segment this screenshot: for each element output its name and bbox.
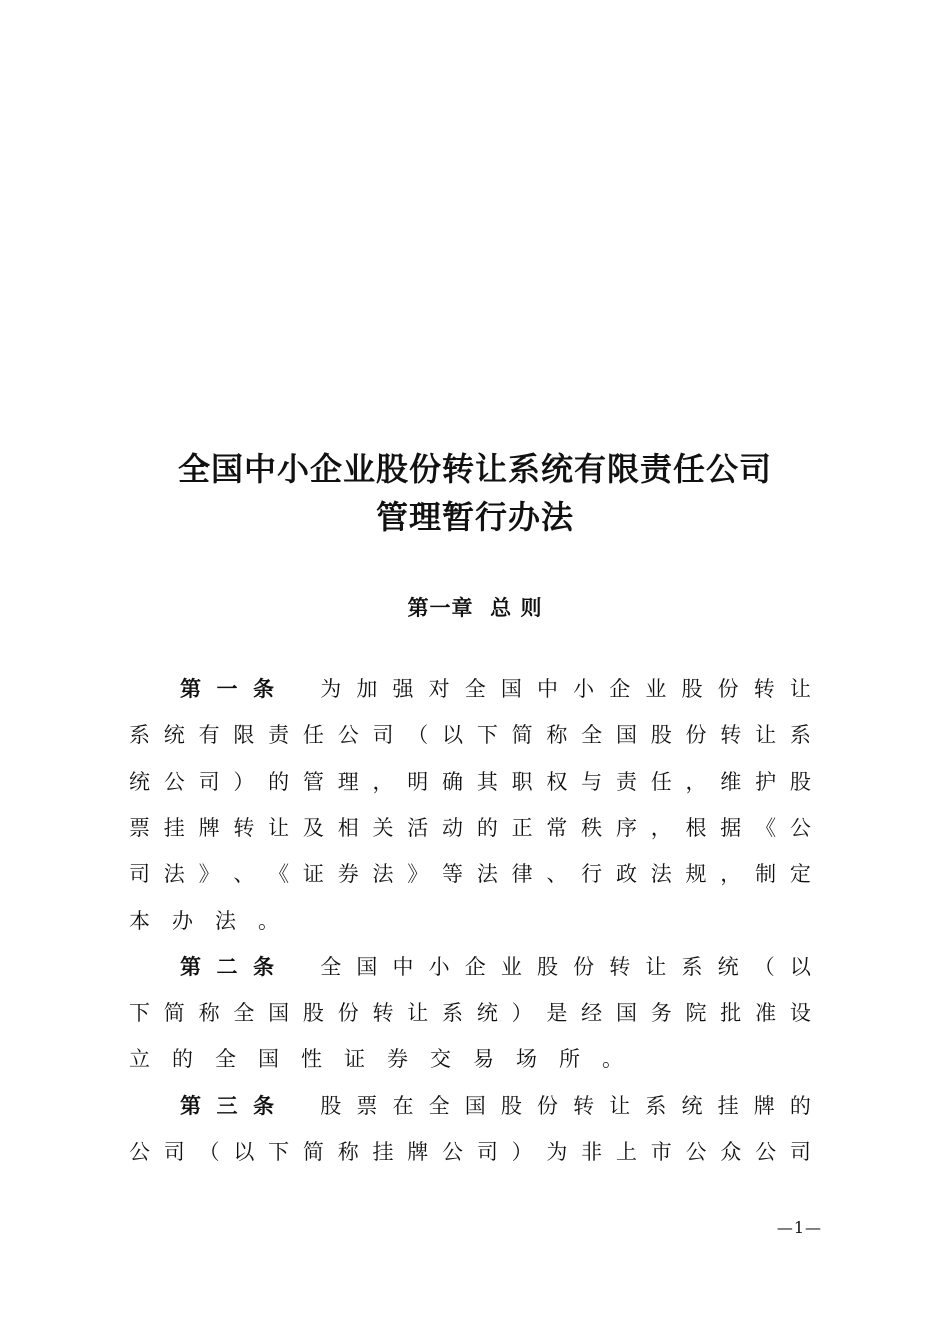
text-glyph: 务 bbox=[650, 1001, 672, 1025]
text-glyph: 理 bbox=[337, 770, 359, 794]
text-glyph: 政 bbox=[615, 862, 637, 886]
text-glyph: 以 bbox=[233, 1140, 255, 1164]
text-glyph: 司 bbox=[372, 723, 394, 747]
text-glyph: 证 bbox=[302, 862, 324, 886]
text-glyph: 下 bbox=[129, 1001, 150, 1025]
text-glyph: 公 bbox=[685, 1140, 707, 1164]
text-glyph: 下 bbox=[476, 723, 498, 747]
text-glyph: 法 bbox=[650, 862, 672, 886]
text-glyph: 转 bbox=[720, 723, 742, 747]
text-glyph: 国 bbox=[268, 1001, 290, 1025]
text-glyph: 、 bbox=[233, 862, 255, 886]
text-glyph: 全 bbox=[215, 1047, 236, 1071]
text-glyph: 任 bbox=[302, 723, 324, 747]
text-glyph: 》 bbox=[198, 862, 220, 886]
text-glyph: 股 bbox=[320, 1094, 342, 1118]
document-title-line-2: 管理暂行办法 bbox=[375, 498, 574, 536]
text-glyph: ， bbox=[372, 770, 394, 794]
text-glyph: 股 bbox=[789, 770, 811, 794]
text-glyph: 强 bbox=[392, 677, 414, 701]
text-glyph: 法 bbox=[372, 862, 394, 886]
text-glyph: 全 bbox=[233, 1001, 255, 1025]
text-line bbox=[129, 904, 811, 938]
text-glyph: 本 bbox=[129, 909, 150, 933]
article-label: 第 三 条 bbox=[180, 1094, 274, 1118]
text-line bbox=[129, 1135, 811, 1169]
text-glyph: 及 bbox=[302, 816, 324, 840]
text-glyph: 挂 bbox=[717, 1094, 739, 1118]
text-glyph: 司 bbox=[129, 862, 150, 886]
text-glyph: 转 bbox=[753, 677, 775, 701]
text-glyph: 全 bbox=[581, 723, 603, 747]
text-glyph: 股 bbox=[650, 723, 672, 747]
text-glyph: ， bbox=[650, 816, 672, 840]
text-glyph: 企 bbox=[609, 677, 631, 701]
text-glyph: 份 bbox=[337, 1001, 359, 1025]
text-glyph: 小 bbox=[428, 955, 450, 979]
text-glyph: （ bbox=[198, 1140, 220, 1164]
text-glyph: 司 bbox=[198, 770, 220, 794]
text-glyph: 秩 bbox=[581, 816, 603, 840]
text-glyph: 国 bbox=[615, 723, 637, 747]
text-line bbox=[129, 996, 811, 1030]
text-glyph: 牌 bbox=[198, 816, 220, 840]
text-line bbox=[180, 672, 811, 706]
text-glyph: 责 bbox=[615, 770, 637, 794]
text-glyph: 上 bbox=[615, 1140, 637, 1164]
text-glyph: 统 bbox=[681, 1094, 703, 1118]
text-glyph: 公 bbox=[789, 816, 811, 840]
text-glyph: 公 bbox=[442, 1140, 464, 1164]
text-glyph: 股 bbox=[500, 1094, 522, 1118]
text-glyph: 中 bbox=[537, 677, 558, 701]
text-line bbox=[129, 718, 811, 752]
text-glyph: 中 bbox=[392, 955, 414, 979]
text-glyph: 全 bbox=[428, 1094, 450, 1118]
text-glyph: 。 bbox=[258, 909, 279, 933]
text-glyph: 序 bbox=[615, 816, 637, 840]
text-glyph: 份 bbox=[685, 723, 707, 747]
text-glyph: 司 bbox=[789, 1140, 811, 1164]
text-glyph: 牌 bbox=[407, 1140, 429, 1164]
text-glyph: （ bbox=[753, 955, 775, 979]
text-glyph: 简 bbox=[302, 1140, 324, 1164]
text-glyph: 《 bbox=[755, 816, 777, 840]
text-glyph: 国 bbox=[464, 1094, 486, 1118]
text-glyph: 公 bbox=[163, 770, 185, 794]
text-glyph: 律 bbox=[511, 862, 533, 886]
text-glyph: 称 bbox=[198, 1001, 220, 1025]
text-glyph: 证 bbox=[344, 1047, 365, 1071]
text-glyph: 性 bbox=[301, 1047, 322, 1071]
text-glyph: 维 bbox=[720, 770, 742, 794]
text-glyph: 挂 bbox=[372, 1140, 394, 1164]
text-glyph: 与 bbox=[581, 770, 603, 794]
text-glyph: 《 bbox=[268, 862, 290, 886]
text-glyph: 相 bbox=[337, 816, 359, 840]
text-glyph: 明 bbox=[407, 770, 429, 794]
text-glyph: 活 bbox=[407, 816, 429, 840]
text-glyph: 规 bbox=[685, 862, 707, 886]
text-line bbox=[180, 950, 811, 984]
text-glyph: 份 bbox=[717, 677, 739, 701]
text-glyph: 份 bbox=[537, 1094, 558, 1118]
text-glyph: 股 bbox=[681, 677, 703, 701]
text-glyph: 全 bbox=[464, 677, 486, 701]
text-glyph: 为 bbox=[320, 677, 342, 701]
text-glyph: ， bbox=[685, 770, 707, 794]
text-glyph: 护 bbox=[755, 770, 777, 794]
text-glyph: 股 bbox=[302, 1001, 324, 1025]
text-glyph: 券 bbox=[337, 862, 359, 886]
text-glyph: 让 bbox=[789, 677, 811, 701]
text-glyph: 统 bbox=[717, 955, 739, 979]
text-glyph: 准 bbox=[755, 1001, 777, 1025]
text-glyph: 法 bbox=[215, 909, 236, 933]
text-glyph: 限 bbox=[233, 723, 255, 747]
text-glyph: 易 bbox=[473, 1047, 494, 1071]
text-glyph: 小 bbox=[573, 677, 595, 701]
text-line bbox=[129, 765, 811, 799]
text-glyph: 的 bbox=[789, 1094, 811, 1118]
text-glyph: 法 bbox=[476, 862, 498, 886]
text-glyph: ） bbox=[511, 1001, 533, 1025]
text-glyph: 牌 bbox=[753, 1094, 775, 1118]
text-glyph: 的 bbox=[172, 1047, 193, 1071]
text-glyph: 简 bbox=[511, 723, 533, 747]
text-glyph: 经 bbox=[581, 1001, 603, 1025]
text-glyph: 定 bbox=[789, 862, 811, 886]
text-glyph: 以 bbox=[442, 723, 464, 747]
text-glyph: 的 bbox=[476, 816, 498, 840]
text-glyph: 制 bbox=[755, 862, 777, 886]
text-glyph: 。 bbox=[602, 1047, 623, 1071]
text-glyph: （ bbox=[407, 723, 429, 747]
text-line bbox=[129, 811, 811, 845]
text-glyph: 业 bbox=[645, 677, 667, 701]
text-glyph: ， bbox=[720, 862, 742, 886]
text-glyph: 统 bbox=[163, 723, 185, 747]
text-glyph: 让 bbox=[645, 955, 667, 979]
text-glyph: 正 bbox=[511, 816, 533, 840]
text-glyph: 国 bbox=[615, 1001, 637, 1025]
text-glyph: 为 bbox=[546, 1140, 568, 1164]
text-glyph: 任 bbox=[650, 770, 672, 794]
text-glyph: 系 bbox=[645, 1094, 667, 1118]
text-glyph: 转 bbox=[573, 1094, 595, 1118]
text-glyph: 交 bbox=[430, 1047, 451, 1071]
text-glyph: 统 bbox=[476, 1001, 498, 1025]
text-glyph: 办 bbox=[172, 909, 193, 933]
text-glyph: 票 bbox=[356, 1094, 378, 1118]
text-glyph: 常 bbox=[546, 816, 568, 840]
text-glyph: 司 bbox=[476, 1140, 498, 1164]
text-glyph: 国 bbox=[356, 955, 378, 979]
chapter-heading: 第一章 总 则 bbox=[407, 596, 543, 620]
text-glyph: 管 bbox=[302, 770, 324, 794]
text-glyph: 让 bbox=[268, 816, 290, 840]
article-label: 第 一 条 bbox=[180, 677, 274, 701]
article-label: 第 二 条 bbox=[180, 955, 274, 979]
text-glyph: 、 bbox=[546, 862, 568, 886]
text-glyph: 以 bbox=[789, 955, 811, 979]
text-glyph: 动 bbox=[442, 816, 464, 840]
text-glyph: 在 bbox=[392, 1094, 414, 1118]
text-glyph: 公 bbox=[337, 723, 359, 747]
text-glyph: 转 bbox=[609, 955, 631, 979]
text-glyph: 挂 bbox=[163, 816, 185, 840]
text-glyph: 确 bbox=[442, 770, 464, 794]
text-glyph: 转 bbox=[372, 1001, 394, 1025]
text-glyph: 国 bbox=[258, 1047, 279, 1071]
text-glyph: 其 bbox=[476, 770, 498, 794]
page-number: —1— bbox=[776, 1218, 822, 1237]
text-glyph: 有 bbox=[198, 723, 220, 747]
text-line bbox=[180, 1089, 811, 1123]
text-glyph: 司 bbox=[163, 1140, 185, 1164]
text-line bbox=[129, 1042, 811, 1076]
text-glyph: 加 bbox=[356, 677, 378, 701]
text-line bbox=[129, 857, 811, 891]
text-glyph: 的 bbox=[268, 770, 290, 794]
text-glyph: 设 bbox=[789, 1001, 811, 1025]
text-glyph: 公 bbox=[129, 1140, 150, 1164]
text-glyph: 让 bbox=[755, 723, 777, 747]
text-glyph: 票 bbox=[129, 816, 150, 840]
text-glyph: 份 bbox=[573, 955, 595, 979]
text-glyph: 企 bbox=[464, 955, 486, 979]
text-glyph: 行 bbox=[581, 862, 603, 886]
text-glyph: 非 bbox=[581, 1140, 603, 1164]
text-glyph: 券 bbox=[387, 1047, 408, 1071]
text-glyph: 责 bbox=[268, 723, 290, 747]
text-glyph: 股 bbox=[537, 955, 558, 979]
text-glyph: 院 bbox=[685, 1001, 707, 1025]
text-glyph: 市 bbox=[650, 1140, 672, 1164]
text-glyph: 业 bbox=[500, 955, 522, 979]
text-glyph: 权 bbox=[546, 770, 568, 794]
text-glyph: 立 bbox=[129, 1047, 150, 1071]
text-glyph: 批 bbox=[720, 1001, 742, 1025]
text-glyph: 称 bbox=[337, 1140, 359, 1164]
text-glyph: 关 bbox=[372, 816, 394, 840]
text-glyph: 称 bbox=[546, 723, 568, 747]
text-glyph: 系 bbox=[789, 723, 811, 747]
text-glyph: 众 bbox=[720, 1140, 742, 1164]
text-glyph: 国 bbox=[500, 677, 522, 701]
text-glyph: 法 bbox=[163, 862, 185, 886]
text-glyph: 转 bbox=[233, 816, 255, 840]
text-glyph: 下 bbox=[268, 1140, 290, 1164]
text-glyph: 》 bbox=[407, 862, 429, 886]
text-glyph: ） bbox=[511, 1140, 533, 1164]
document-title-line-1: 全国中小企业股份转让系统有限责任公司 bbox=[177, 450, 772, 488]
text-glyph: 职 bbox=[511, 770, 533, 794]
text-glyph: ） bbox=[233, 770, 255, 794]
text-glyph: 简 bbox=[163, 1001, 185, 1025]
text-glyph: 据 bbox=[720, 816, 742, 840]
text-glyph: 让 bbox=[609, 1094, 631, 1118]
text-glyph: 系 bbox=[681, 955, 703, 979]
text-glyph: 是 bbox=[546, 1001, 568, 1025]
text-glyph: 系 bbox=[129, 723, 150, 747]
text-glyph: 系 bbox=[442, 1001, 464, 1025]
text-glyph: 场 bbox=[516, 1047, 537, 1071]
text-glyph: 根 bbox=[685, 816, 707, 840]
text-glyph: 对 bbox=[428, 677, 450, 701]
text-glyph: 统 bbox=[129, 770, 150, 794]
text-glyph: 让 bbox=[407, 1001, 429, 1025]
text-glyph: 全 bbox=[320, 955, 342, 979]
text-glyph: 公 bbox=[755, 1140, 777, 1164]
text-glyph: 所 bbox=[559, 1047, 580, 1071]
text-glyph: 等 bbox=[442, 862, 464, 886]
